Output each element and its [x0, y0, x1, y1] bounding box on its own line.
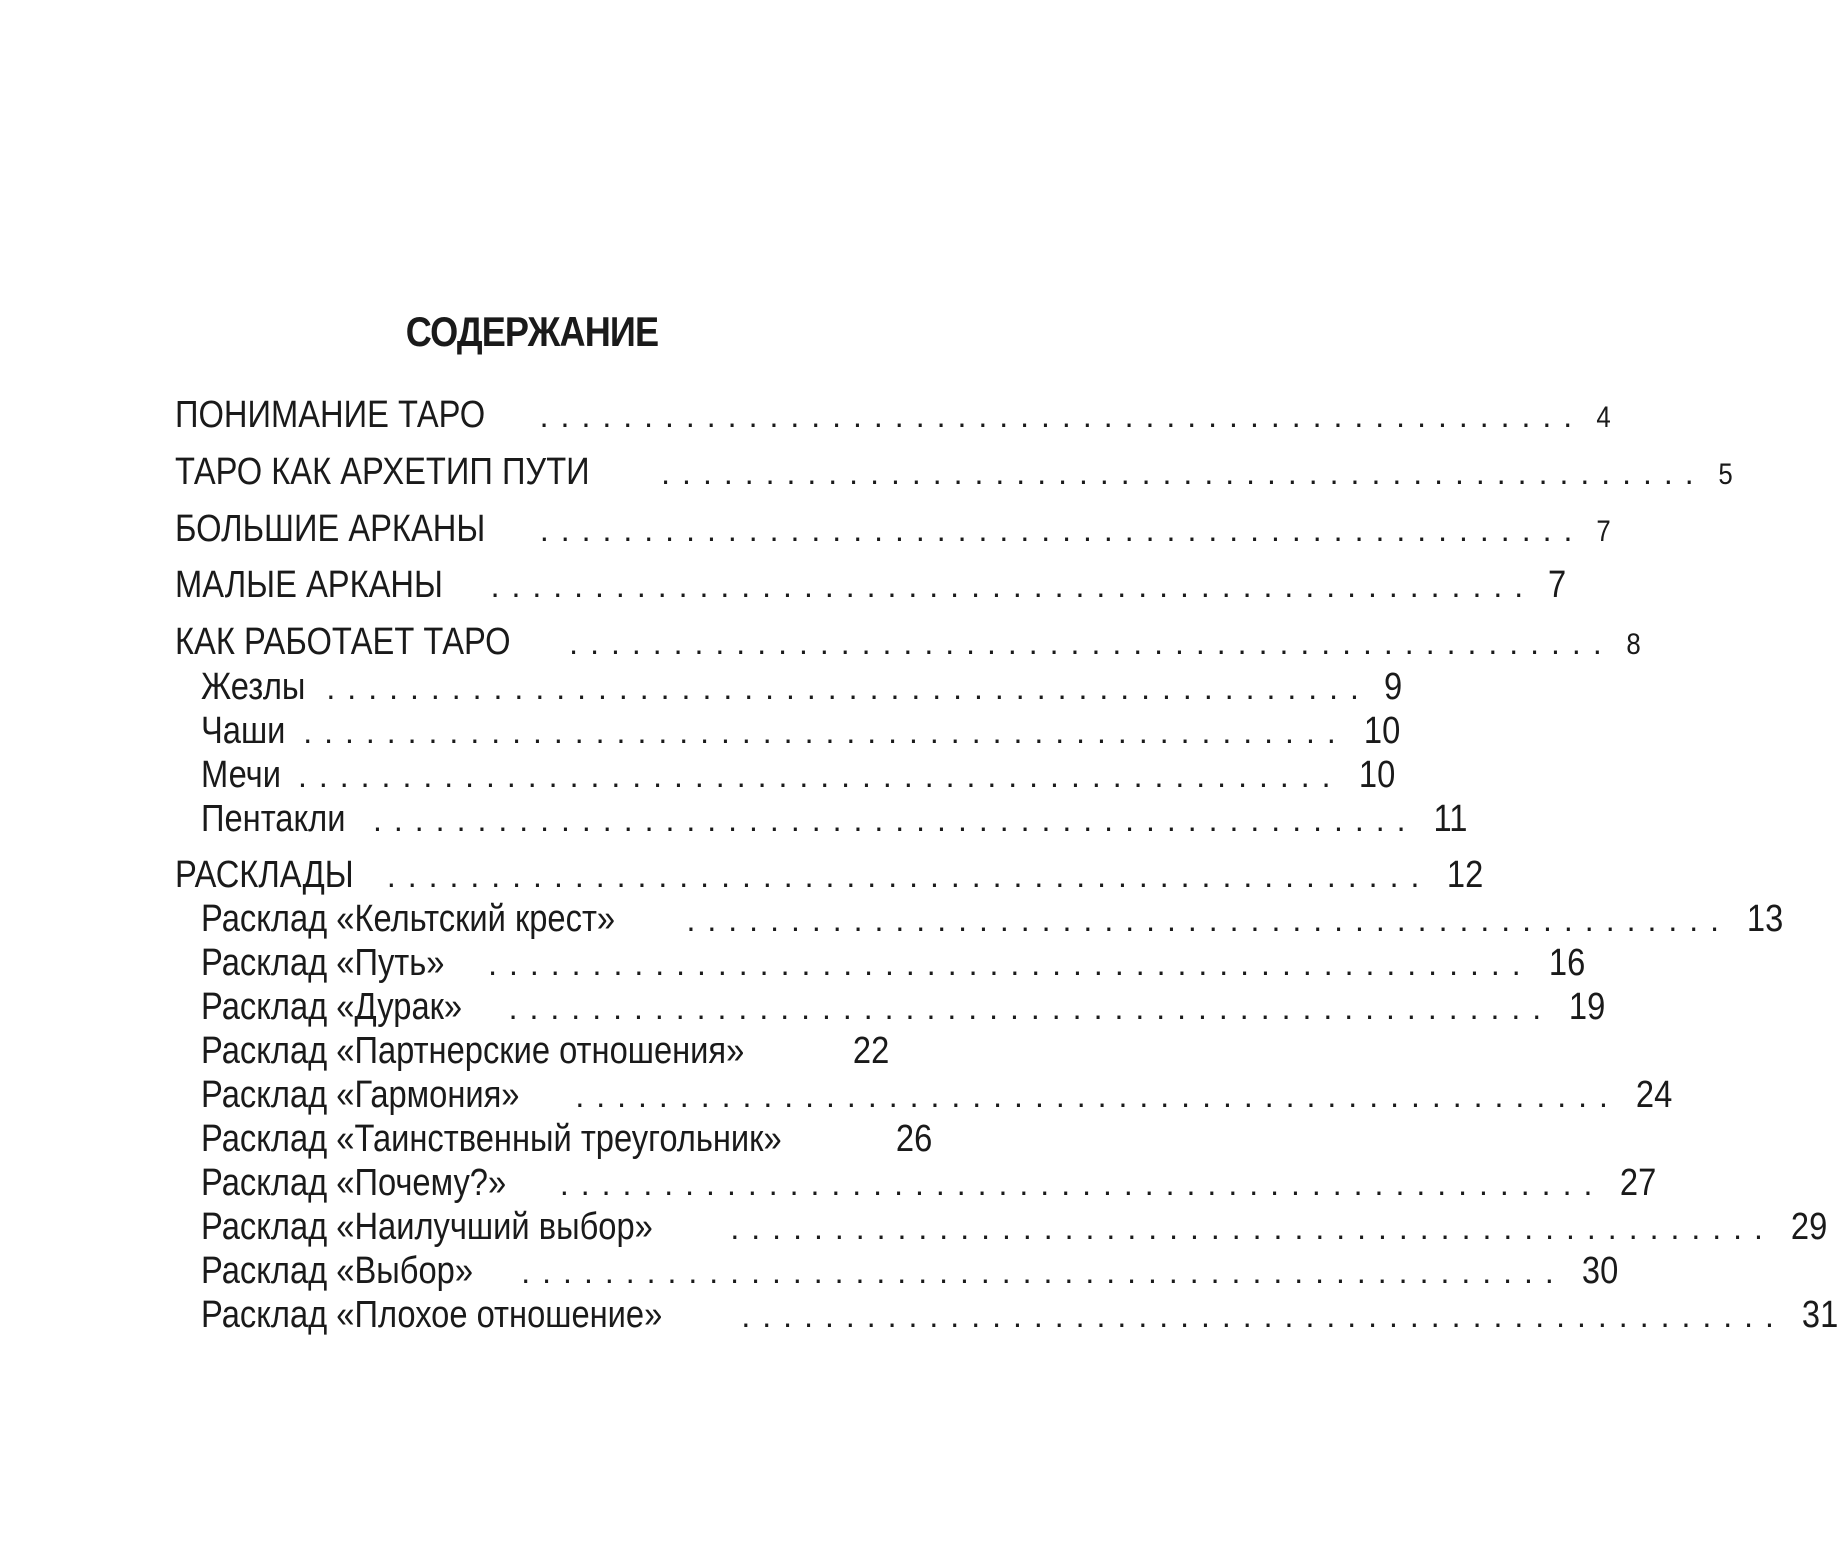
dot-leader: ..................................................	[521, 1254, 1566, 1290]
dot-leader: ..................................................	[539, 398, 1585, 434]
toc-entry[interactable]	[201, 1073, 1673, 1117]
entry-page-number: 10	[1363, 710, 1400, 752]
entry-page-number: 10	[1358, 754, 1395, 796]
toc-entry[interactable]	[175, 507, 1612, 551]
toc-entry[interactable]	[201, 1249, 1619, 1293]
dot-leader: ..................................................	[661, 455, 1706, 491]
entry-page-number: 16	[1548, 942, 1585, 984]
dot-leader: ..................................................	[490, 568, 1536, 604]
entry-title: Мечи	[201, 754, 281, 796]
entry-title: Расклад «Таинственный треугольник»	[201, 1118, 782, 1160]
toc-entry[interactable]	[201, 753, 1395, 797]
entry-title: КАК РАБОТАЕТ ТАРО	[175, 621, 511, 663]
toc-entry[interactable]	[175, 853, 1484, 897]
dot-leader: ..................................................	[508, 990, 1554, 1026]
toc-entry[interactable]	[201, 897, 1784, 941]
entry-page-number: 7	[1596, 515, 1612, 548]
toc-entry[interactable]	[201, 1117, 933, 1161]
entry-title: Чаши	[201, 710, 286, 752]
toc-title: СОДЕРЖАНИЕ	[405, 308, 659, 355]
entry-title: Расклад «Кельтский крест»	[201, 898, 616, 940]
entry-title: Расклад «Наилучший выбор»	[201, 1206, 653, 1248]
toc-entry[interactable]	[175, 620, 1641, 664]
entry-page-number: 24	[1635, 1074, 1673, 1116]
dot-leader: ..................................................	[730, 1210, 1775, 1246]
dot-leader: ..................................................	[488, 946, 1533, 982]
entry-title: Расклад «Путь»	[201, 942, 445, 984]
entry-title: ТАРО КАК АРХЕТИП ПУТИ	[175, 451, 590, 493]
toc-entry[interactable]	[201, 1161, 1657, 1205]
entry-page-number: 29	[1790, 1206, 1828, 1248]
toc-entry[interactable]	[175, 450, 1733, 494]
dot-leader: ..................................................	[303, 714, 1348, 750]
entry-title: ПОНИМАНИЕ ТАРО	[175, 394, 486, 436]
toc-entry[interactable]	[175, 563, 1567, 607]
entry-page-number: 5	[1718, 458, 1733, 491]
entry-title: РАСКЛАДЫ	[175, 854, 354, 896]
dot-leader: ..................................................	[373, 802, 1418, 838]
entry-title: Жезлы	[201, 666, 306, 708]
dot-leader: ..................................................	[326, 670, 1371, 706]
toc-entry[interactable]	[201, 709, 1400, 753]
entry-page-number: 4	[1596, 401, 1611, 434]
toc-entry[interactable]	[201, 1293, 1838, 1337]
entry-title: Расклад «Почему?»	[201, 1162, 507, 1204]
entry-title: Расклад «Дурак»	[201, 986, 463, 1028]
dot-leader: ..................................................	[386, 858, 1432, 894]
entry-page-number: 27	[1620, 1162, 1657, 1204]
entry-title: Расклад «Гармония»	[201, 1074, 520, 1116]
entry-page-number: 30	[1581, 1250, 1619, 1292]
entry-title: Расклад «Выбор»	[201, 1250, 473, 1292]
entry-page-number: 7	[1548, 564, 1567, 606]
dot-leader: ..................................................	[575, 1078, 1620, 1114]
entry-page-number: 11	[1433, 798, 1467, 840]
entry-page-number: 22	[852, 1030, 890, 1072]
toc-entry[interactable]	[201, 665, 1403, 709]
dot-leader: ..................................................	[686, 902, 1732, 938]
toc-entry[interactable]	[175, 393, 1611, 437]
dot-leader: ..................................................	[539, 512, 1585, 548]
entry-page-number: 12	[1447, 854, 1484, 896]
entry-page-number: 26	[896, 1118, 933, 1160]
toc-entry[interactable]	[201, 1029, 890, 1073]
dot-leader: ..................................................	[569, 625, 1614, 661]
toc-entry[interactable]	[201, 941, 1585, 985]
entry-page-number: 9	[1383, 666, 1403, 708]
dot-leader: ..................................................	[741, 1298, 1786, 1334]
dot-leader: ..................................................	[297, 758, 1343, 794]
toc-entry[interactable]	[201, 1205, 1828, 1249]
entry-page-number: 8	[1626, 628, 1641, 661]
toc-entry[interactable]	[201, 797, 1467, 841]
entry-page-number: 19	[1569, 986, 1606, 1028]
entry-page-number: 31	[1801, 1294, 1838, 1336]
entry-title: Расклад «Партнерские отношения»	[201, 1030, 745, 1072]
toc-entry[interactable]	[201, 985, 1606, 1029]
entry-page-number: 13	[1746, 898, 1784, 940]
dot-leader: ..................................................	[559, 1166, 1605, 1202]
entry-title: БОЛЬШИЕ АРКАНЫ	[175, 508, 486, 550]
entry-title: Пентакли	[201, 798, 346, 840]
entry-title: МАЛЫЕ АРКАНЫ	[175, 564, 443, 606]
entry-title: Расклад «Плохое отношение»	[201, 1294, 663, 1336]
